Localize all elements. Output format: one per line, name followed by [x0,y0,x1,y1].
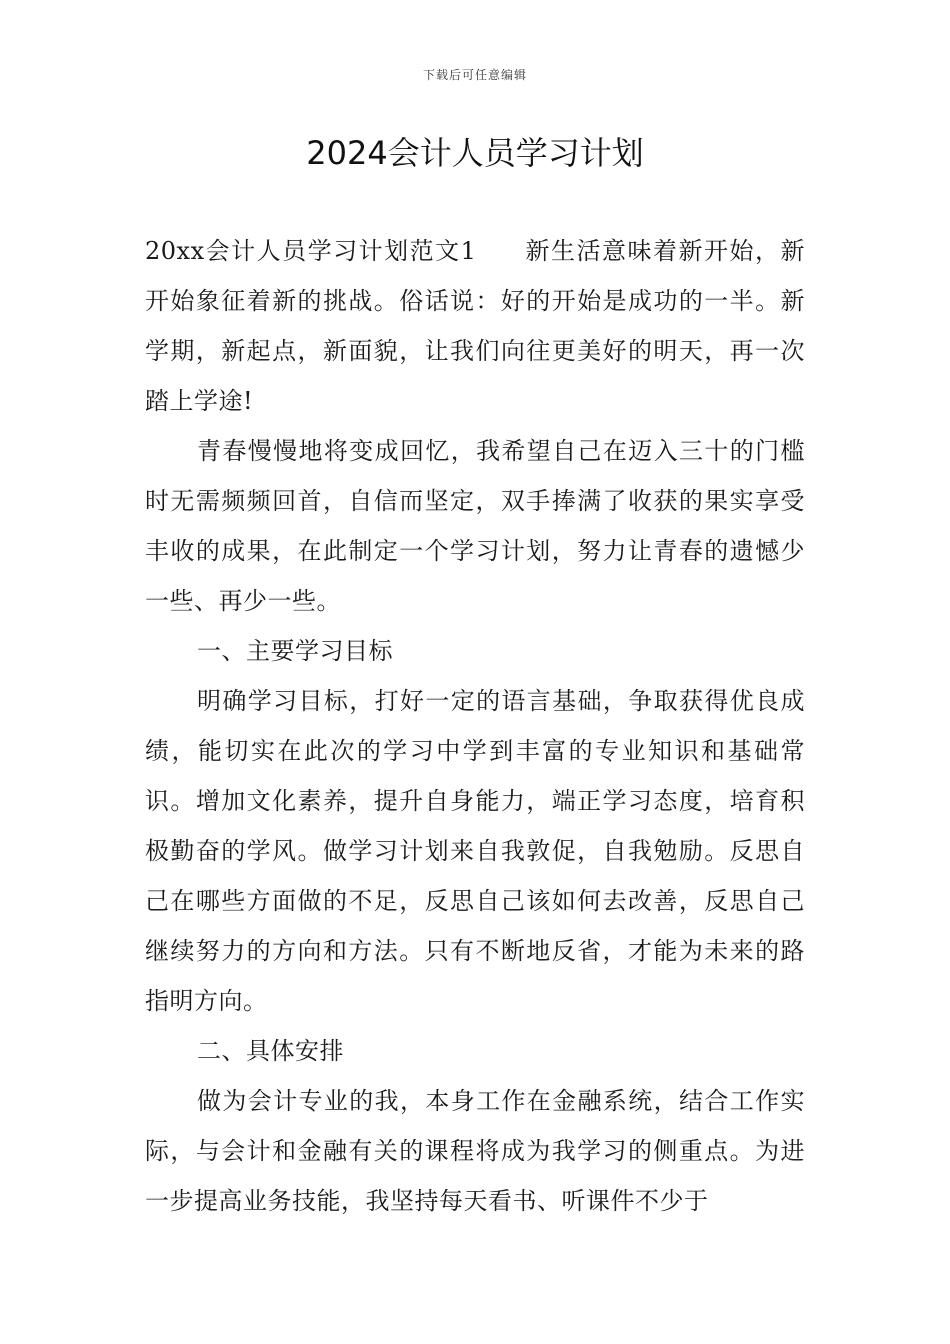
paragraph-arrangement: 做为会计专业的我，本身工作在金融系统，结合工作实际，与会计和金融有关的课程将成为我学习的侧重点。为进一步提高业务技能，我坚持每天看书、听课件不少于 [145,1087,805,1215]
paragraph-intro [145,226,805,426]
header-note: 下载后可任意编辑 [422,68,527,82]
paragraph-intro-text: 新生活意味着新开始，新开始象征着新的挑战。俗话说：好的开始是成功的一半。新学期，新起点，新面貌，让我们向往更美好的明天，再一次踏上学途! [145,237,805,415]
paragraph-2: 青春慢慢地将变成回忆，我希望自己在迈入三十的门槛时无需频频回首，自信而坚定，双手捧满了收获的果实享受丰收的成果，在此制定一个学习计划，努力让青春的遗憾少一些、再少一些。 [145,437,805,615]
paragraph-intro-lead: 20xx会计人员学习计划范文1 [145,237,477,265]
section-heading-arrangement: 二、具体安排 [197,1037,344,1065]
document-title: 2024会计人员学习计划 [306,134,644,172]
paragraph-goals: 明确学习目标，打好一定的语言基础，争取获得优良成绩，能切实在此次的学习中学到丰富的专业知识和基础常识。增加文化素养，提升自身能力，端正学习态度，培育积极勤奋的学风。做学习计划来自我敦促，自我勉励。反思自己在哪些方面做的不足，反思自己该如何去改善，反思自己继续努力的方向和方法。只有不断地反省，才能为未来的路指明方向。 [145,687,805,1015]
document-body [145,226,805,1226]
section-heading-goals: 一、主要学习目标 [197,637,393,665]
